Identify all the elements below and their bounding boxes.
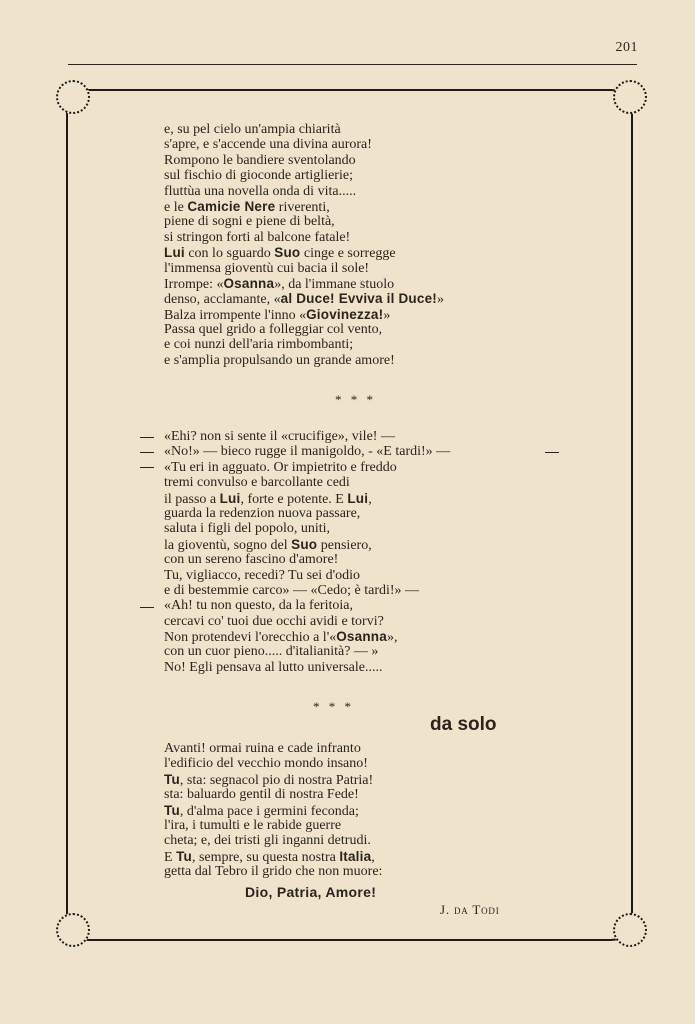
verse-line xyxy=(164,307,444,322)
verse-line: cercavi co' tuoi due occhi avidi e torvi? xyxy=(164,613,384,629)
verse-line: Rompono le bandiere sventolando xyxy=(164,152,356,168)
emphasized-word: Camicie Nere xyxy=(187,198,276,214)
verse-line: piene di sogni e piene di beltà, xyxy=(164,214,335,230)
verse-text: la gioventù, sogno del xyxy=(164,537,292,553)
verse-line: sta: baluardo gentil di nostra Fede! xyxy=(164,787,359,803)
corner-ornament-top-left xyxy=(56,80,90,114)
verse-text: il passo a xyxy=(164,491,220,507)
verse-text: denso, acclamante, « xyxy=(164,292,281,308)
verse-line: «Tu eri in agguato. Or impietrito e freddo xyxy=(164,459,397,475)
verse-line: l'ira, i tumulti e le rabide guerre xyxy=(164,817,342,833)
verse-text: », xyxy=(386,630,398,646)
verse-line: saluta i figli del popolo, uniti, xyxy=(164,521,331,537)
verse-text: , xyxy=(371,849,375,865)
verse-text: , forte e potente. E xyxy=(240,491,348,507)
verse-line: s'apre, e s'accende una divina aurora! xyxy=(164,137,372,153)
verse-line xyxy=(164,537,450,552)
verse-text: » xyxy=(383,307,391,323)
verse-line: e coi nunzi dell'aria rimbombanti; xyxy=(164,337,354,353)
verse-text: , sta: segnacol pio di nostra Patria! xyxy=(179,772,374,788)
emphasized-word: Suo xyxy=(291,536,318,552)
verse-line: tremi convulso e barcollante cedi xyxy=(164,475,350,491)
verse-line: fluttùa una novella onda di vita..... xyxy=(164,183,357,199)
emphasized-word: Tu xyxy=(164,802,180,818)
verse-line: e s'amplia propulsando un grande amore! xyxy=(164,352,395,368)
verse-line xyxy=(164,245,444,260)
verse-text: e le xyxy=(164,199,188,215)
verse-text: Balza irrompente l'inno « xyxy=(164,307,307,323)
verse-text: Irrompe: « xyxy=(164,276,224,292)
verse-line xyxy=(164,199,444,214)
emphasized-word: Tu xyxy=(164,771,180,787)
verse-line xyxy=(164,276,444,291)
verse-line: «Ehi? non si sente il «crucifige», vile! — xyxy=(164,429,395,444)
verse-line xyxy=(164,849,382,864)
emphasized-word: Giovinezza! xyxy=(306,306,384,322)
verse-line: No! Egli pensava al lutto universale..... xyxy=(164,659,383,675)
verse-line: getta dal Tebro il grido che non muore: xyxy=(164,864,383,880)
stanza-1 xyxy=(164,122,444,368)
verse-text: » xyxy=(437,292,444,308)
verse-line: «Ah! tu non questo, da la feritoia, xyxy=(164,598,353,614)
verse-line: l'edificio del vecchio mondo insano! xyxy=(164,756,368,772)
emphasized-word: Osanna xyxy=(223,275,275,291)
verse-line: Passa quel grido a folleggiar col vento, xyxy=(164,322,383,338)
verse-text: pensiero, xyxy=(317,537,372,553)
emphasized-word: Italia xyxy=(339,848,372,864)
emphasized-word: Lui xyxy=(219,490,241,506)
corner-ornament-bottom-left xyxy=(56,913,90,947)
verse-text: , sempre, su questa nostra xyxy=(191,849,340,865)
verse-line: guarda la redenzion nuova passare, xyxy=(164,505,361,521)
corner-ornament-top-right xyxy=(613,80,647,114)
dialogue-dash xyxy=(545,452,559,453)
emphasized-word: Osanna xyxy=(336,629,387,645)
verse-line: Tu, vigliacco, recedi? Tu sei d'odio xyxy=(164,567,361,583)
verse-line: e di bestemmie carco» — «Cedo; è tardi!» — xyxy=(164,582,420,598)
verse-line xyxy=(164,803,382,818)
verse-text: E xyxy=(164,849,177,865)
header-rule xyxy=(68,64,637,65)
verse-text: , xyxy=(368,491,372,507)
stanza-3 xyxy=(164,741,382,880)
dialogue-dash xyxy=(140,467,154,468)
verse-line xyxy=(164,629,450,644)
verse-line: si stringon forti al balcone fatale! xyxy=(164,229,351,245)
verse-text: », da l'immane stuolo xyxy=(274,276,395,292)
section-heading: da solo xyxy=(430,714,497,735)
verse-line: con un sereno fascino d'amore! xyxy=(164,552,339,568)
corner-ornament-bottom-right xyxy=(613,913,647,947)
emphasized-word: al Duce! Evviva il Duce! xyxy=(280,291,437,307)
verse-line: e, su pel cielo un'ampia chiarità xyxy=(164,122,341,137)
dialogue-dash xyxy=(140,607,154,608)
motto: Dio, Patria, Amore! xyxy=(245,884,377,900)
verse-line: Avanti! ormai ruina e cade infranto xyxy=(164,741,361,756)
verse-text: cinge e sorregge xyxy=(300,246,396,262)
emphasized-word: Lui xyxy=(347,490,369,506)
emphasized-word: Lui xyxy=(164,245,185,261)
verse-line xyxy=(164,291,444,306)
stanza-2 xyxy=(164,429,450,675)
page-number: 201 xyxy=(615,40,638,55)
verse-line xyxy=(164,491,450,506)
verse-text: Non protendevi l'orecchio a l'« xyxy=(164,630,337,646)
verse-text: riverenti, xyxy=(275,199,330,215)
verse-line: cheta; e, dei tristi gli inganni detrudi. xyxy=(164,833,371,849)
verse-line: con un cuor pieno..... d'italianità? — » xyxy=(164,644,379,660)
verse-line xyxy=(164,772,382,787)
dialogue-dash xyxy=(140,452,154,453)
verse-line: sul fischio di gioconde artiglierie; xyxy=(164,168,353,184)
verse-text: con lo sguardo xyxy=(184,246,275,262)
verse-text: , d'alma pace i germini feconda; xyxy=(179,803,359,819)
emphasized-word: Tu xyxy=(176,848,192,864)
verse-line: l'immensa gioventù cui bacia il sole! xyxy=(164,260,370,276)
separator-stars-2: * * * xyxy=(313,699,354,714)
dialogue-dash xyxy=(140,437,154,438)
signature: J. da Todi xyxy=(440,902,500,917)
verse-line: «No!» — bieco rugge il manigoldo, - «E tardi!» — xyxy=(164,444,451,460)
emphasized-word: Suo xyxy=(274,245,301,261)
separator-stars-1: * * * xyxy=(335,392,376,407)
